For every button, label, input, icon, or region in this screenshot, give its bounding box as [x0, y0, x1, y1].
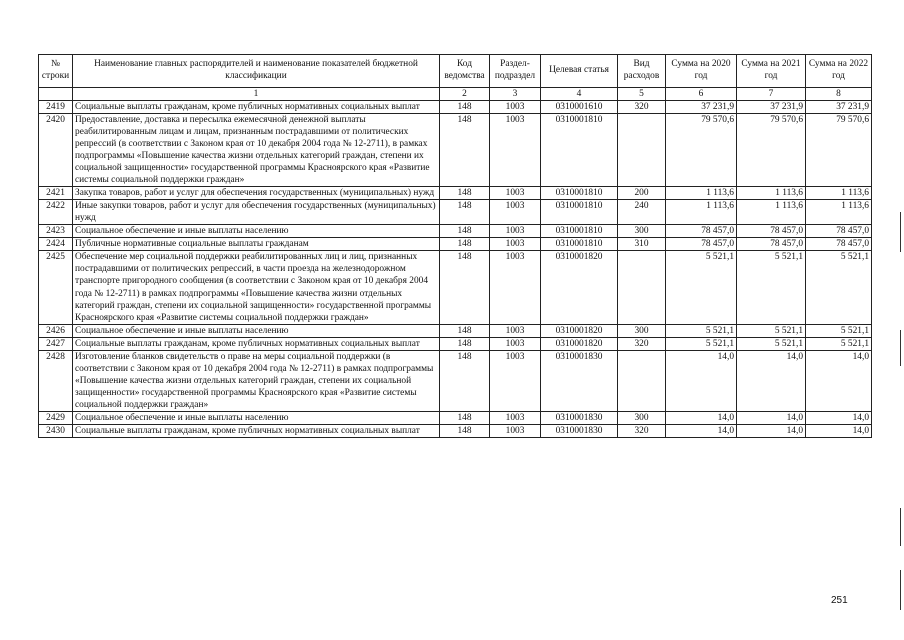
row-department-code: 148	[440, 411, 490, 424]
row-section: 1003	[490, 225, 541, 238]
row-number: 2422	[39, 200, 73, 225]
row-section: 1003	[490, 424, 541, 437]
header-sum-2022: Сумма на 2022 год	[806, 55, 872, 88]
row-number: 2421	[39, 187, 73, 200]
table-row	[39, 350, 872, 411]
column-number: 4	[541, 88, 618, 101]
row-number: 2430	[39, 424, 73, 437]
row-sum-2020: 78 457,0	[666, 238, 737, 251]
row-sum-2020: 14,0	[666, 424, 737, 437]
header-row-number: № строки	[39, 55, 73, 88]
header-sum-2020: Сумма на 2020 год	[666, 55, 737, 88]
row-expense-type: 240	[618, 200, 666, 225]
row-sum-2022: 14,0	[806, 411, 872, 424]
row-sum-2022: 14,0	[806, 350, 872, 411]
row-target-article: 0310001810	[541, 187, 618, 200]
row-name: Публичные нормативные социальные выплаты гражданам	[73, 238, 440, 251]
table-row	[39, 225, 872, 238]
table-row	[39, 324, 872, 337]
row-name: Предоставление, доставка и пересылка ежемесячной денежной выплаты реабилитированным лицам и лицам, признанным пострадавшими от политических репрессий (в соответствии с Законом края от 10 декабря 2004 года № 12-2711), в рамках подпрограммы «Повышение качества жизни отдельных категорий граждан, степени их социальной защищенности» государственной программы Красноярского края «Развитие системы социальной поддержки граждан»	[73, 114, 440, 187]
row-sum-2020: 5 521,1	[666, 324, 737, 337]
row-department-code: 148	[440, 114, 490, 187]
header-section: Раздел-подраздел	[490, 55, 541, 88]
column-number-blank	[39, 88, 73, 101]
row-sum-2020: 14,0	[666, 350, 737, 411]
table-row	[39, 101, 872, 114]
row-target-article: 0310001810	[541, 200, 618, 225]
row-sum-2022: 78 457,0	[806, 225, 872, 238]
row-name: Социальные выплаты гражданам, кроме публичных нормативных социальных выплат	[73, 424, 440, 437]
row-expense-type: 320	[618, 424, 666, 437]
row-sum-2022: 78 457,0	[806, 238, 872, 251]
row-sum-2020: 78 457,0	[666, 225, 737, 238]
row-name: Социальное обеспечение и иные выплаты населению	[73, 324, 440, 337]
table-row	[39, 424, 872, 437]
row-number: 2420	[39, 114, 73, 187]
row-name: Социальное обеспечение и иные выплаты населению	[73, 225, 440, 238]
row-sum-2021: 1 113,6	[737, 200, 806, 225]
row-department-code: 148	[440, 225, 490, 238]
row-section: 1003	[490, 337, 541, 350]
row-sum-2021: 5 521,1	[737, 337, 806, 350]
table-row	[39, 200, 872, 225]
row-number: 2424	[39, 238, 73, 251]
column-number: 2	[440, 88, 490, 101]
row-sum-2022: 1 113,6	[806, 200, 872, 225]
row-department-code: 148	[440, 251, 490, 324]
row-target-article: 0310001830	[541, 424, 618, 437]
row-department-code: 148	[440, 187, 490, 200]
row-sum-2022: 5 521,1	[806, 251, 872, 324]
column-number-row	[39, 88, 872, 101]
row-name: Иные закупки товаров, работ и услуг для обеспечения государственных (муниципальных) нужд	[73, 200, 440, 225]
header-expense-type: Вид расходов	[618, 55, 666, 88]
row-sum-2022: 37 231,9	[806, 101, 872, 114]
row-sum-2021: 78 457,0	[737, 238, 806, 251]
row-number: 2429	[39, 411, 73, 424]
header-target-article: Целевая статья	[541, 55, 618, 88]
row-sum-2021: 14,0	[737, 411, 806, 424]
table-body	[39, 101, 872, 438]
row-expense-type: 300	[618, 225, 666, 238]
row-expense-type: 310	[618, 238, 666, 251]
row-number: 2427	[39, 337, 73, 350]
table-row	[39, 251, 872, 324]
row-sum-2022: 79 570,6	[806, 114, 872, 187]
row-sum-2020: 37 231,9	[666, 101, 737, 114]
row-sum-2021: 1 113,6	[737, 187, 806, 200]
row-section: 1003	[490, 114, 541, 187]
row-section: 1003	[490, 251, 541, 324]
column-number: 3	[490, 88, 541, 101]
row-expense-type	[618, 350, 666, 411]
column-number: 6	[666, 88, 737, 101]
column-number: 8	[806, 88, 872, 101]
row-department-code: 148	[440, 337, 490, 350]
scan-edge-mark	[900, 508, 901, 546]
row-sum-2020: 5 521,1	[666, 251, 737, 324]
row-sum-2022: 5 521,1	[806, 324, 872, 337]
row-sum-2022: 1 113,6	[806, 187, 872, 200]
row-expense-type: 320	[618, 337, 666, 350]
row-department-code: 148	[440, 200, 490, 225]
row-department-code: 148	[440, 238, 490, 251]
header-name: Наименование главных распорядителей и наименование показателей бюджетной классификации	[73, 55, 440, 88]
row-number: 2419	[39, 101, 73, 114]
row-name: Социальные выплаты гражданам, кроме публичных нормативных социальных выплат	[73, 101, 440, 114]
header-sum-2021: Сумма на 2021 год	[737, 55, 806, 88]
row-target-article: 0310001810	[541, 114, 618, 187]
row-sum-2020: 1 113,6	[666, 200, 737, 225]
column-number: 5	[618, 88, 666, 101]
row-section: 1003	[490, 350, 541, 411]
row-sum-2021: 14,0	[737, 350, 806, 411]
table-row	[39, 114, 872, 187]
column-number: 7	[737, 88, 806, 101]
row-expense-type	[618, 251, 666, 324]
row-expense-type	[618, 114, 666, 187]
row-section: 1003	[490, 101, 541, 114]
table-row	[39, 337, 872, 350]
column-number: 1	[73, 88, 440, 101]
row-sum-2021: 14,0	[737, 424, 806, 437]
table-row	[39, 238, 872, 251]
row-target-article: 0310001830	[541, 350, 618, 411]
row-sum-2021: 5 521,1	[737, 324, 806, 337]
scan-edge-mark	[900, 212, 901, 252]
row-sum-2021: 5 521,1	[737, 251, 806, 324]
budget-table	[38, 54, 872, 438]
row-department-code: 148	[440, 324, 490, 337]
row-name: Социальные выплаты гражданам, кроме публичных нормативных социальных выплат	[73, 337, 440, 350]
page-number: 251	[831, 595, 848, 606]
row-expense-type: 320	[618, 101, 666, 114]
table-row	[39, 411, 872, 424]
row-sum-2022: 14,0	[806, 424, 872, 437]
row-section: 1003	[490, 200, 541, 225]
row-number: 2425	[39, 251, 73, 324]
row-sum-2022: 5 521,1	[806, 337, 872, 350]
row-number: 2423	[39, 225, 73, 238]
table-row	[39, 187, 872, 200]
header-department-code: Код ведомства	[440, 55, 490, 88]
row-sum-2020: 5 521,1	[666, 337, 737, 350]
row-target-article: 0310001810	[541, 225, 618, 238]
row-name: Обеспечение мер социальной поддержки реабилитированных лиц и лиц, признанных пострадавшими от политических репрессий, в части проезда на железнодорожном транспорте пригородного сообщения (в соответствии с Законом края от 10 декабря 2004 года № 12-2711) в рамках подпрограммы «Повышение качества жизни отдельных категорий граждан, степени их социальной защищенности» государственной программы Красноярского края «Развитие системы социальной поддержки граждан»	[73, 251, 440, 324]
row-department-code: 148	[440, 350, 490, 411]
row-target-article: 0310001820	[541, 337, 618, 350]
row-name: Социальное обеспечение и иные выплаты населению	[73, 411, 440, 424]
row-sum-2021: 79 570,6	[737, 114, 806, 187]
row-target-article: 0310001610	[541, 101, 618, 114]
row-section: 1003	[490, 411, 541, 424]
row-sum-2020: 14,0	[666, 411, 737, 424]
scan-edge-mark	[900, 330, 901, 366]
scan-edge-mark	[900, 570, 901, 610]
row-target-article: 0310001830	[541, 411, 618, 424]
row-target-article: 0310001810	[541, 238, 618, 251]
row-expense-type: 300	[618, 324, 666, 337]
row-sum-2021: 37 231,9	[737, 101, 806, 114]
row-section: 1003	[490, 324, 541, 337]
row-department-code: 148	[440, 424, 490, 437]
row-expense-type: 200	[618, 187, 666, 200]
row-number: 2426	[39, 324, 73, 337]
row-name: Изготовление бланков свидетельств о праве на меры социальной поддержки (в соответствии с Законом края от 10 декабря 2004 года № 12-2711) в рамках подпрограммы «Повышение качества жизни отдельных категорий граждан, степени их социальной защищенности» государственной программы Красноярского края «Развитие системы социальной поддержки граждан»	[73, 350, 440, 411]
row-expense-type: 300	[618, 411, 666, 424]
row-target-article: 0310001820	[541, 251, 618, 324]
row-sum-2021: 78 457,0	[737, 225, 806, 238]
row-sum-2020: 1 113,6	[666, 187, 737, 200]
row-department-code: 148	[440, 101, 490, 114]
row-name: Закупка товаров, работ и услуг для обеспечения государственных (муниципальных) нужд	[73, 187, 440, 200]
row-section: 1003	[490, 238, 541, 251]
row-sum-2020: 79 570,6	[666, 114, 737, 187]
header-row	[39, 55, 872, 88]
row-target-article: 0310001820	[541, 324, 618, 337]
row-section: 1003	[490, 187, 541, 200]
row-number: 2428	[39, 350, 73, 411]
